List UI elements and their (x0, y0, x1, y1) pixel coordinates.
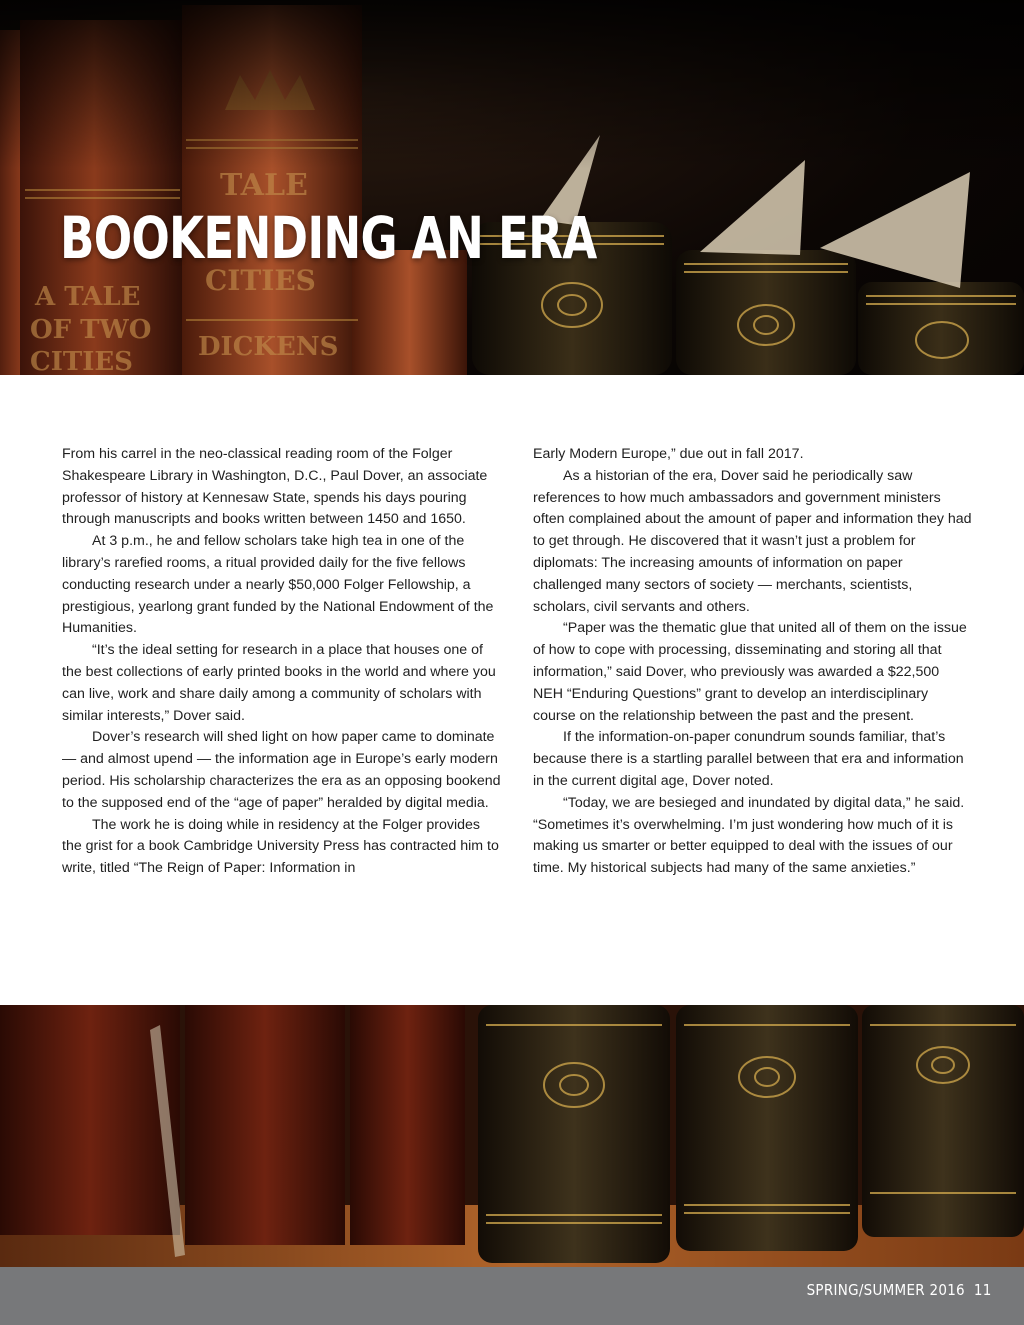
folio (807, 1281, 992, 1299)
paragraph: If the information-on-paper conundrum sounds familiar, that’s because there is a startling parallel between that era and information in the current digital age, Dover noted. (533, 729, 964, 789)
book-spine (676, 1005, 858, 1251)
paragraph: As a historian of the era, Dover said he periodically saw references to how much ambassadors and government ministers often complained about the amount of paper and information they had to get through. He discovered that it wasn’t just a problem for diplomats: The increasing amounts of information on paper challenged many sectors of society — merchants, scientists, scholars, civil servants and others. (533, 467, 972, 615)
issue-label: SPRING/SUMMER 2016 (806, 1281, 966, 1299)
book-spine (862, 1005, 1024, 1237)
hero-photo (0, 0, 1024, 375)
bookshelf-illustration (0, 1005, 1024, 1267)
book-spine (478, 1005, 670, 1263)
article-body (62, 444, 972, 880)
right-column (533, 444, 972, 880)
paragraph: Early Modern Europe,” due out in fall 2017. (533, 446, 804, 462)
book-spine (350, 1005, 465, 1245)
page-number: 11 (974, 1281, 992, 1299)
left-column (62, 444, 501, 880)
footer-bar (0, 1267, 1024, 1325)
paragraph: “It’s the ideal setting for research in a place that houses one of the best collections of early printed books in the world and where you can live, work and share daily among a community of scholars with similar interests,” Dover said. (62, 642, 496, 724)
book-spine (185, 1005, 345, 1245)
paragraph: The work he is doing while in residency at the Folger provides the grist for a book Cambridge University Press has contracted him to write, titled “The Reign of Paper: Information in (62, 816, 499, 877)
paragraph: “Today, we are besieged and inundated by digital data,” he said. “Sometimes it’s overwhelming. I’m just wondering how much of it is making us smarter or better equipped to deal with the issues of our time. My historical subjects had many of the same anxieties.” (533, 794, 965, 877)
paragraph: Dover’s research will shed light on how paper came to dominate — and almost upend — the information age in Europe’s early modern period. His scholarship characterizes the era as an opposing bookend to the supposed end of the “age of paper” heralded by digital media. (62, 729, 501, 811)
paragraph: “Paper was the thematic glue that united all of them on the issue of how to cope with processing, disseminating and storing all that information,” said Dover, who previously was awarded a $22,500 NEH “Enduring Questions” grant to develop an interdisciplinary course on the relationship between the past and the present. (533, 620, 967, 724)
bookshelf-photo (0, 1005, 1024, 1267)
page-title: BOOKENDING AN ERA (60, 204, 597, 272)
paragraph: From his carrel in the neo-classical reading room of the Folger Shakespeare Library in Washington, D.C., Paul Dover, an associate professor of history at Kennesaw State, spends his days pouring through manuscripts and books written between 1450 and 1650. (62, 446, 488, 528)
book-spines-illustration (0, 0, 1024, 375)
paragraph: At 3 p.m., he and fellow scholars take high tea in one of the library’s rarefied rooms, a ritual provided daily for the five fellows conducting research under a nearly $50,000 Folger Fellowship, a prestigious, yearlong grant funded by the National Endowment of the Humanities. (62, 533, 494, 637)
